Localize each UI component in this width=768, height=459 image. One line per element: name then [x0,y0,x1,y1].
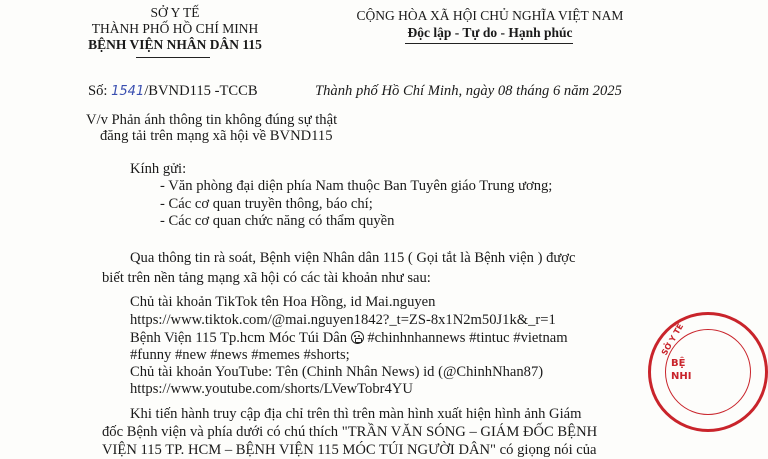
subject-line-2: đăng tải trên mạng xã hội về BVND115 [100,128,333,144]
youtube-url: https://www.youtube.com/shorts/LVewTobr4YU [130,381,413,397]
stamp-ring-text: SỞ Y TẾ [659,322,686,357]
grimacing-face-icon [351,331,364,344]
subject-line-1: V/v Phản ánh thông tin không đúng sự thật [86,112,338,128]
recipient-item: - Các cơ quan truyền thông, báo chí; [160,196,373,212]
document-number-prefix: Số: [88,83,108,99]
national-motto: Độc lập - Tự do - Hạnh phúc [407,25,573,40]
national-title: CỘNG HÒA XÃ HỘI CHỦ NGHĨA VIỆT NAM [356,8,624,23]
tiktok-caption-line-1 [130,330,568,347]
paragraph-2-line-2: đốc Bệnh viện và phía dưới có chú thích "TRẦN VĂN SÓNG – GIÁM ĐỐC BỆNH [102,424,598,440]
paragraph-2-line-3: VIỆN 115 TP. HCM – BỆNH VIỆN 115 MÓC TÚI NGƯỜI DÂN" có giọng nói của [102,442,597,458]
official-stamp [648,312,768,432]
agency-line-2: THÀNH PHỐ HỒ CHÍ MINH [91,21,259,36]
tiktok-caption-line-2: #funny #new #news #memes #shorts; [130,347,350,363]
recipient-item: - Các cơ quan chức năng có thẩm quyền [160,213,395,229]
header-right-underline [405,43,573,44]
handwritten-number: 1541 [111,84,145,99]
document-number [88,83,258,100]
place-date: Thành phố Hồ Chí Minh, ngày 08 tháng 6 năm 2025 [315,83,622,99]
tiktok-account-line: Chủ tài khoản TikTok tên Hoa Hồng, id Mai.nguyen [130,294,436,310]
youtube-account-line: Chủ tài khoản YouTube: Tên (Chinh Nhân News) id (@ChinhNhan87) [130,364,544,380]
recipient-item: - Văn phòng đại diện phía Nam thuộc Ban Tuyên giáo Trung ương; [160,178,553,194]
paragraph-1-line-1: Qua thông tin rà soát, Bệnh viện Nhân dân 115 ( Gọi tắt là Bệnh viện ) được [130,250,576,266]
agency-line-1: SỞ Y TẾ [150,5,200,20]
tiktok-url: https://www.tiktok.com/@mai.nguyen1842?_t=ZS-8x1N2m50J1k&_r=1 [130,312,556,328]
paragraph-1-line-2: biết trên nền tảng mạng xã hội có các tài khoản như sau: [102,270,431,286]
greeting: Kính gửi: [130,161,187,177]
paragraph-2-line-1: Khi tiến hành truy cập địa chỉ trên thì trên màn hình xuất hiện hình ảnh Giám [130,406,582,422]
tiktok-caption-text: Bệnh Viện 115 Tp.hcm Móc Túi Dân [130,330,348,346]
hospital-name: BỆNH VIỆN NHÂN DÂN 115 [88,37,262,52]
document-number-suffix: /BVND115 -TCCB [144,83,258,99]
tiktok-caption-hashtags: #chinhnhannews #tintuc #vietnam [367,330,568,346]
header-left-underline [136,57,210,58]
stamp-center-text: BỆ NHI [671,358,692,382]
